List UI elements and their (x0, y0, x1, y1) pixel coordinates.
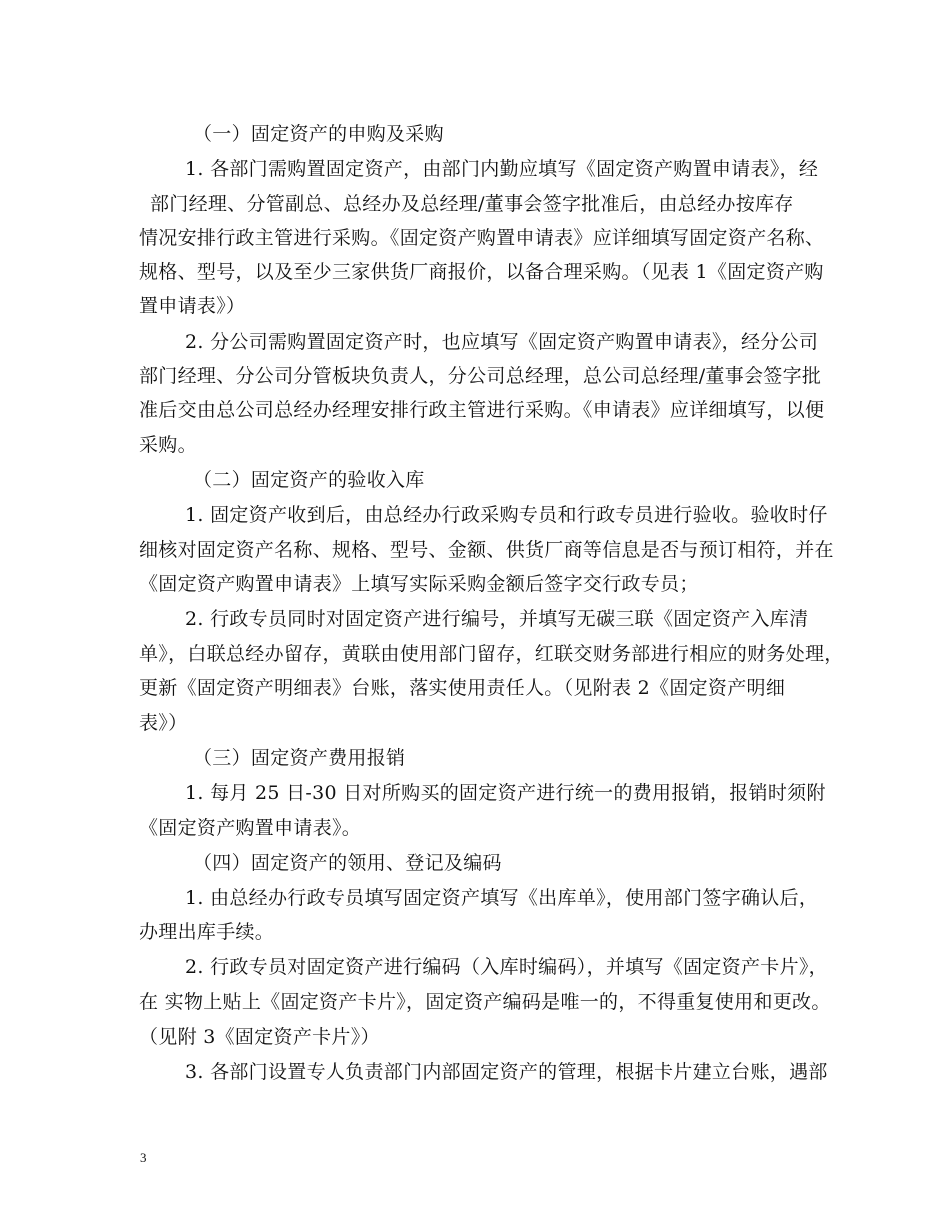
paragraph-line: 2. 行政专员同时对固定资产进行编号，并填写无碳三联《固定资产入库清 (185, 608, 809, 630)
paragraph-line: 《固定资产购置申请表》。 (139, 817, 362, 839)
paragraph-line: 准后交由总公司总经办经理安排行政主管进行采购。《申请表》应详细填写，以便 (139, 399, 825, 421)
paragraph-line: 1. 每月 25 日-30 日对所购买的固定资产进行统一的费用报销，报销时须附 (185, 782, 826, 804)
paragraph-line: 单》，白联总经办留存，黄联由使用部门留存，红联交财务部进行相应的财务处理， (139, 643, 844, 665)
paragraph-line: 细核对固定资产名称、规格、型号、金额、供货厂商等信息是否与预订相符，并在 (139, 539, 834, 561)
page-number: 3 (140, 1150, 147, 1165)
paragraph-line: 更新《固定资产明细表》台账，落实使用责任人。（见附表 2《固定资产明细 (139, 677, 786, 699)
paragraph-line: 部门经理、分管副总、总经办及总经理/董事会签字批准后，由总经办按库存 (150, 193, 794, 215)
paragraph-line: 采购。 (139, 434, 197, 456)
heading-section-2: （二）固定资产的验收入库 (193, 469, 425, 491)
paragraph-line: 在 实物上贴上《固定资产卡片》，固定资产编码是唯一的，不得重复使用和更改。 (139, 991, 831, 1013)
paragraph-line: 1. 由总经办行政专员填写固定资产填写《出库单》，使用部门签字确认后， (185, 887, 819, 909)
paragraph-line: 表》） (139, 712, 188, 734)
paragraph-line: 2. 分公司需购置固定资产时，也应填写《固定资产购置申请表》，经分公司 (185, 331, 819, 353)
heading-section-3: （三）固定资产费用报销 (193, 747, 406, 769)
paragraph-line: 1. 各部门需购置固定资产，由部门内勤应填写《固定资产购置申请表》，经 (185, 158, 819, 180)
paragraph-line: （见附 3《固定资产卡片》） (139, 1026, 380, 1048)
paragraph-line: 3. 各部门设置专人负责部门内部固定资产的管理，根据卡片建立台账，遇部 (185, 1061, 828, 1083)
paragraph-line: 1. 固定资产收到后，由总经办行政采购专员和行政专员进行验收。验收时仔 (185, 504, 828, 526)
paragraph-line: 办理出库手续。 (139, 921, 275, 943)
paragraph-line: 《固定资产购置申请表》上填写实际采购金额后签字交行政专员； (139, 573, 699, 595)
paragraph-line: 规格、型号，以及至少三家供货厂商报价，以备合理采购。（见表 1《固定资产购 (139, 261, 824, 283)
paragraph-line: 情况安排行政主管进行采购。《固定资产购置申请表》应详细填写固定资产名称、 (139, 227, 825, 249)
heading-section-4: （四）固定资产的领用、登记及编码 (193, 852, 502, 874)
paragraph-line: 置申请表》） (139, 295, 246, 317)
paragraph-line: 部门经理、分公司分管板块负责人，分公司总经理，总公司总经理/董事会签字批 (139, 365, 822, 387)
paragraph-line: 2. 行政专员对固定资产进行编码（入库时编码），并填写《固定资产卡片》， (185, 956, 828, 978)
heading-section-1: （一）固定资产的申购及采购 (193, 123, 444, 145)
